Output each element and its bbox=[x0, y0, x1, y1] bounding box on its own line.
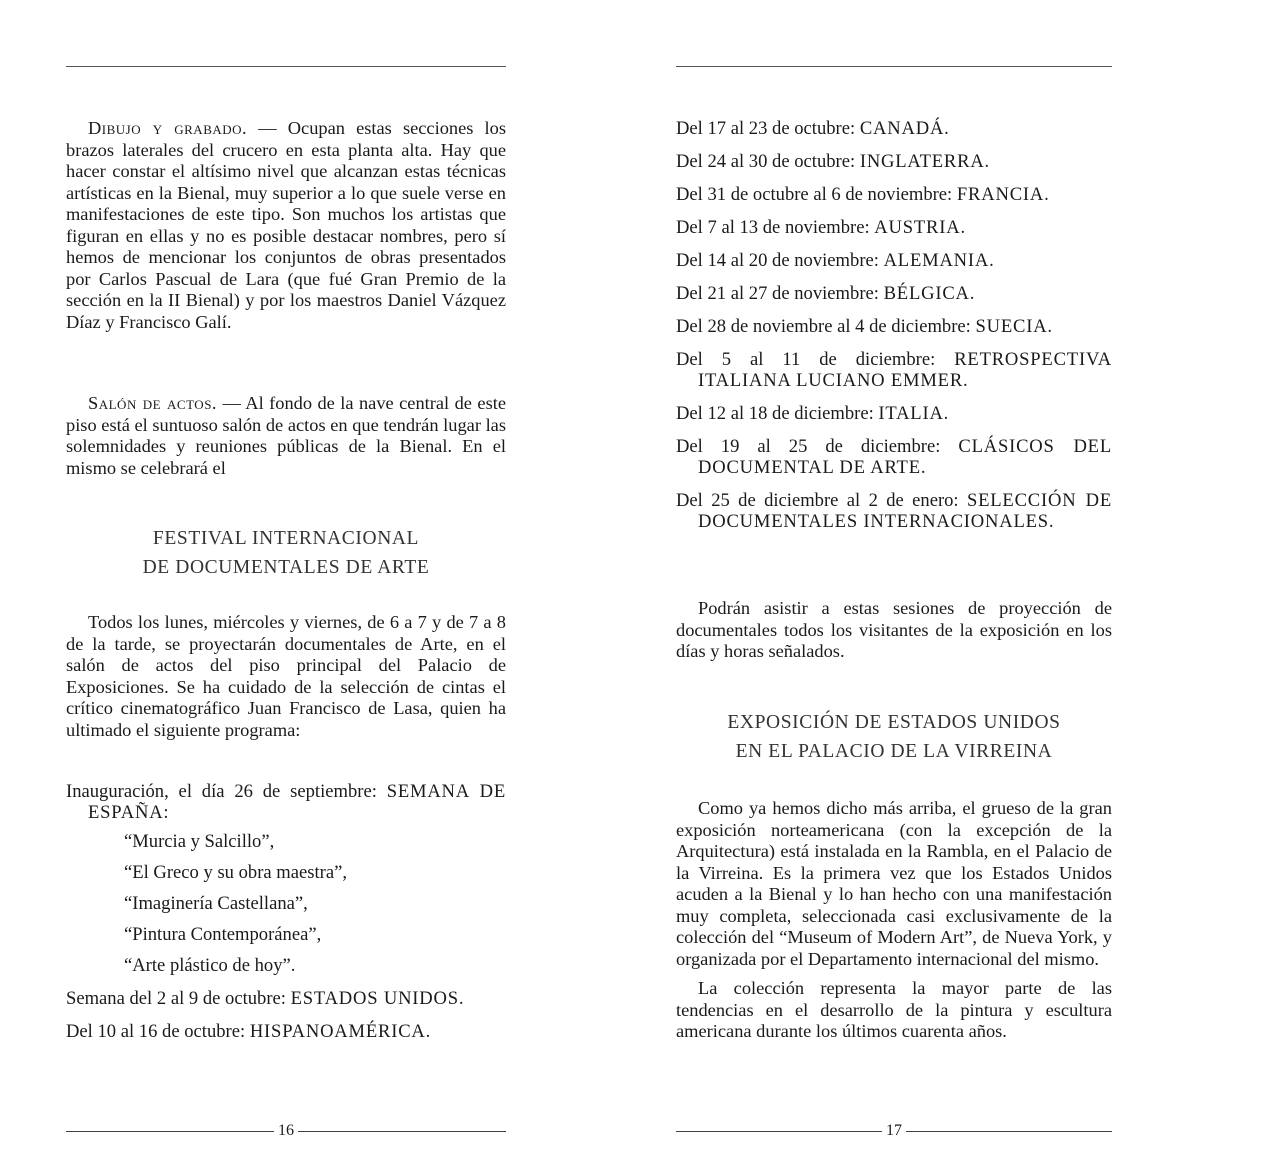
entry-title: SUECIA. bbox=[975, 316, 1053, 337]
festival-heading-line-2: DE DOCUMENTALES DE ARTE bbox=[142, 557, 430, 578]
left-page bbox=[66, 0, 506, 1167]
dibujo-section bbox=[66, 118, 506, 333]
film-item: “Murcia y Salcillo”, bbox=[124, 831, 275, 852]
film-item: “El Greco y su obra maestra”, bbox=[124, 862, 348, 883]
film-item: “Arte plástico de hoy”. bbox=[124, 955, 296, 976]
schedule-entry-semana bbox=[66, 988, 506, 1009]
top-rule bbox=[676, 66, 1112, 67]
page-number: 17 bbox=[886, 1122, 902, 1139]
entry-date: Del 19 al 25 de diciembre: bbox=[676, 436, 959, 457]
schedule-entry bbox=[676, 118, 1112, 139]
expo-heading-line-2: EN EL PALACIO DE LA VIRREINA bbox=[735, 741, 1053, 762]
page-number: 16 bbox=[278, 1122, 294, 1139]
dibujo-text: — Ocupan estas secciones los brazos laterales del crucero en esta planta alta. Hay que hacer constar el altísimo nivel que alcanzan estas técnicas artísticas en la Bienal, muy superior a lo que suele verse en manifestaciones de este tipo. Son muchos los artistas que figuran en ellas y no es posible destacar nombres, pero sí hemos de mencionar los conjuntos de obras presentados por Carlos Pascual de Lara (que fué Gran Premio de la sección en la II Bienal) y por los maestros Daniel Vázquez Díaz y Francisco Galí. bbox=[66, 118, 506, 332]
film-item: “Pintura Contemporánea”, bbox=[124, 924, 322, 945]
schedule-entry bbox=[676, 184, 1112, 205]
entry-title: HISPANOAMÉRICA. bbox=[249, 1021, 432, 1042]
festival-heading-line-1: FESTIVAL INTERNACIONAL bbox=[152, 528, 420, 549]
entry-date: Del 24 al 30 de octubre: bbox=[676, 151, 860, 172]
dibujo-paragraph bbox=[66, 118, 506, 333]
entry-date: Del 25 de diciembre al 2 de enero: bbox=[676, 490, 967, 511]
left-schedule bbox=[66, 781, 506, 1054]
page-footer bbox=[66, 1121, 506, 1141]
page-footer bbox=[676, 1121, 1112, 1141]
right-page bbox=[676, 0, 1112, 1167]
dibujo-lead: Dibujo y grabado. bbox=[88, 118, 248, 138]
entry-date: Del 12 al 18 de diciembre: bbox=[676, 403, 879, 424]
entry-title: BÉLGICA. bbox=[883, 283, 976, 304]
schedule-entry bbox=[676, 403, 1112, 424]
entry-date: Del 10 al 16 de octubre: bbox=[66, 1021, 250, 1042]
festival-paragraph: Todos los lunes, miércoles y viernes, de 6 a 7 y de 7 a 8 de la tarde, se proyectarán documentales de Arte, en el salón de actos del piso principal del Palacio de Exposiciones. Se ha cuidado de la selección de cintas el crítico cinematográfico Juan Francisco de Lasa, quien ha ultimado el siguiente programa: bbox=[66, 612, 506, 740]
salon-text: — Al fondo de la nave central de este piso está el suntuoso salón de actos en que tendrán lugar las solemnidades y reuniones públicas de la Bienal. En el mismo se celebrará el bbox=[66, 393, 506, 478]
expo-section bbox=[676, 798, 1112, 1043]
schedule-entry bbox=[676, 490, 1112, 532]
entry-title: ITALIA. bbox=[878, 403, 950, 424]
right-schedule bbox=[676, 118, 1112, 544]
entry-title: AUSTRIA. bbox=[874, 217, 966, 238]
schedule-entry bbox=[676, 316, 1112, 337]
entry-title: SEMANA DE ESPAÑA: bbox=[88, 781, 506, 823]
salon-section bbox=[66, 393, 506, 479]
footer-rule-right bbox=[298, 1131, 506, 1132]
film-item: “Imaginería Castellana”, bbox=[124, 893, 308, 914]
footer-rule-left bbox=[676, 1131, 882, 1132]
entry-date: Del 7 al 13 de noviembre: bbox=[676, 217, 875, 238]
schedule-entry bbox=[676, 217, 1112, 238]
expo-heading-line-1: EXPOSICIÓN DE ESTADOS UNIDOS bbox=[727, 712, 1061, 733]
entry-title: ESTADOS UNIDOS. bbox=[290, 988, 465, 1009]
entry-date: Inauguración, el día 26 de septiembre: bbox=[66, 781, 387, 802]
entry-title: FRANCIA. bbox=[956, 184, 1050, 205]
entry-date: Del 14 al 20 de noviembre: bbox=[676, 250, 884, 271]
entry-title: CANADÁ. bbox=[859, 118, 950, 139]
entry-title: RETROSPECTIVA ITALIANA LUCIANO EMMER. bbox=[698, 349, 1112, 391]
festival-section bbox=[66, 612, 506, 741]
salon-paragraph bbox=[66, 393, 506, 479]
footer-rule-right bbox=[906, 1131, 1112, 1132]
expo-paragraph-1: Como ya hemos dicho más arriba, el grueso de la gran exposición norteamericana (con la excepción de la Arquitectura) está instalada en la Rambla, en el Palacio de la Virreina. Es la primera vez que los Estados Unidos acuden a la Bienal y lo han hecho con una manifestación muy completa, seleccionada casi exclusivamente de la colección del “Museum of Modern Art”, de Nueva York, y organizada por el Departamento internacional del mismo. bbox=[676, 798, 1112, 969]
entry-date: Del 28 de noviembre al 4 de diciembre: bbox=[676, 316, 976, 337]
asistir-section bbox=[676, 598, 1112, 663]
entry-title: CLÁSICOS DEL DOCUMENTAL DE ARTE. bbox=[698, 436, 1112, 478]
schedule-entry bbox=[676, 250, 1112, 271]
entry-date: Del 17 al 23 de octubre: bbox=[676, 118, 860, 139]
film-list bbox=[124, 831, 506, 976]
schedule-entry bbox=[676, 151, 1112, 172]
entry-title: INGLATERRA. bbox=[859, 151, 990, 172]
top-rule bbox=[66, 66, 506, 67]
entry-title: SELECCIÓN DE DOCUMENTALES INTERNACIONALES. bbox=[698, 490, 1112, 532]
entry-date: Del 5 al 11 de diciembre: bbox=[676, 349, 955, 370]
footer-rule-left bbox=[66, 1131, 274, 1132]
schedule-entry-inauguracion bbox=[66, 781, 506, 823]
expo-heading bbox=[676, 708, 1112, 766]
schedule-entry bbox=[676, 349, 1112, 391]
expo-paragraph-2: La colección representa la mayor parte de las tendencias en el desarrollo de la pintura y escultura americana durante los últimos cuarenta años. bbox=[676, 978, 1112, 1041]
schedule-entry-hispanoamerica bbox=[66, 1021, 506, 1042]
entry-date: Del 31 de octubre al 6 de noviembre: bbox=[676, 184, 957, 205]
entry-date: Del 21 al 27 de noviembre: bbox=[676, 283, 884, 304]
schedule-entry bbox=[676, 283, 1112, 304]
entry-title: ALEMANIA. bbox=[883, 250, 995, 271]
festival-heading bbox=[66, 524, 506, 582]
entry-date: Semana del 2 al 9 de octubre: bbox=[66, 988, 291, 1009]
salon-lead: Salón de actos. bbox=[88, 393, 218, 413]
asistir-paragraph: Podrán asistir a estas sesiones de proyección de documentales todos los visitantes de la exposición en los días y horas señalados. bbox=[676, 598, 1112, 661]
schedule-entry bbox=[676, 436, 1112, 478]
